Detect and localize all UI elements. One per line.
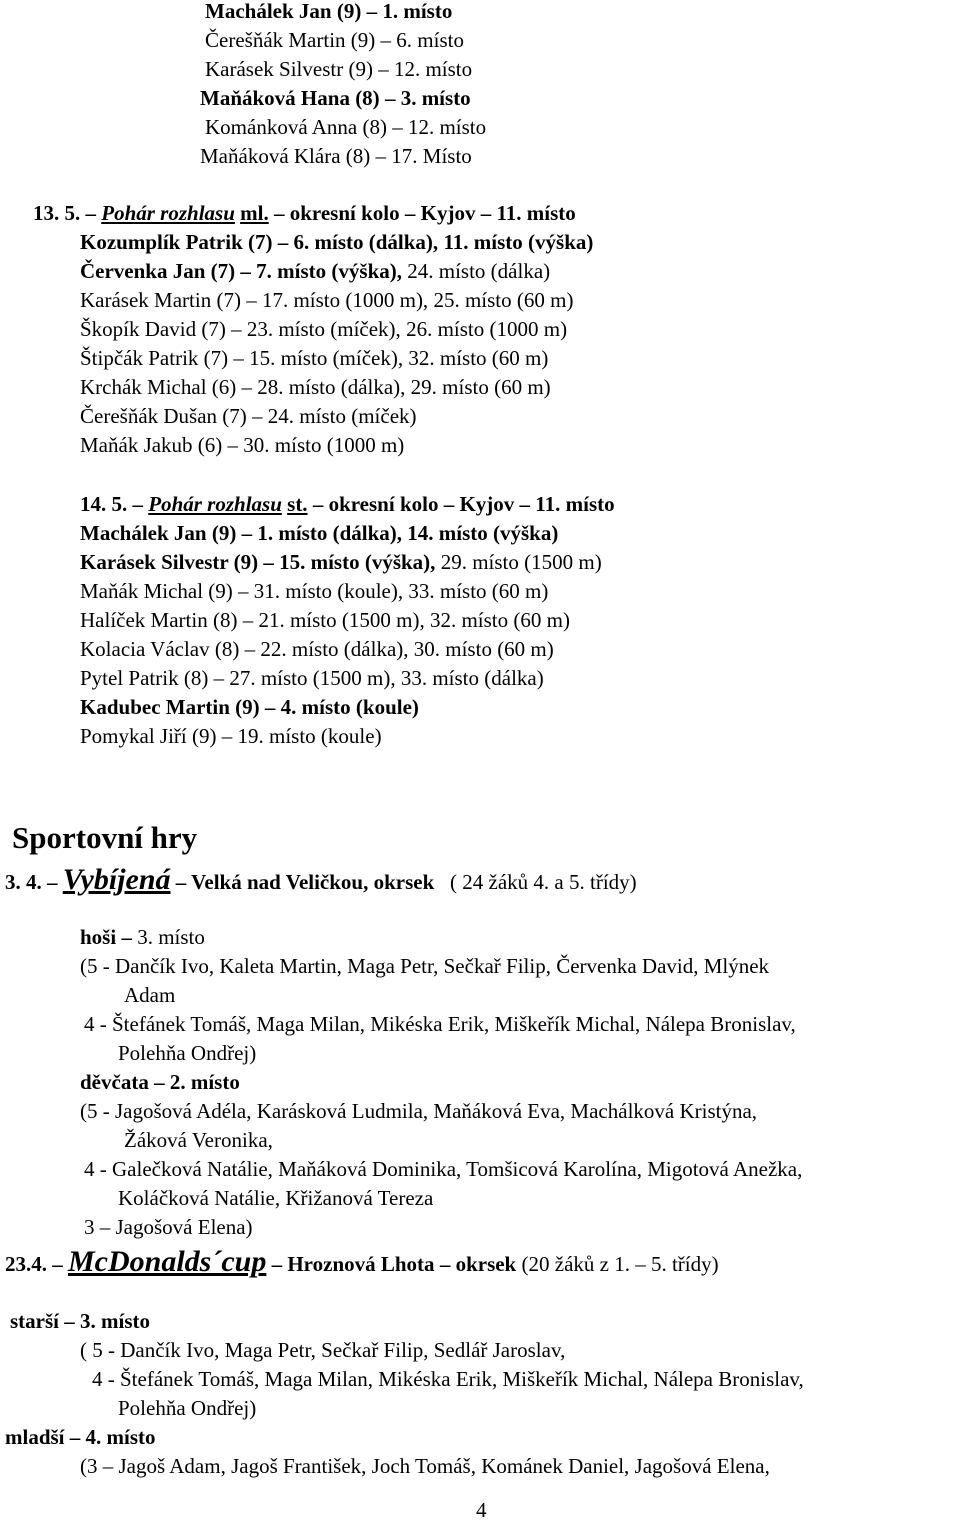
entry-line: Maňák Jakub (6) – 30. místo (1000 m) [80, 433, 405, 457]
roster-line: Adam [124, 983, 176, 1007]
roster-line: (5 - Dančík Ivo, Kaleta Martin, Maga Petr, Sečkař Filip, Červenka David, Mlýnek [80, 954, 770, 978]
event-title: Vybíjená [62, 863, 171, 896]
entry-line: Karásek Silvestr (9) – 15. místo (výška), 29. místo (1500 m) [80, 550, 602, 574]
roster-line: (5 - Jagošová Adéla, Karásková Ludmila, Maňáková Eva, Machálková Kristýna, [80, 1099, 758, 1123]
roster-line: Polehňa Ondřej) [118, 1041, 257, 1065]
entry-line: Karásek Martin (7) – 17. místo (1000 m), 25. místo (60 m) [80, 288, 574, 312]
event-header: 13. 5. – Pohár rozhlasu ml. – okresní kolo – Kyjov – 11. místo [33, 201, 576, 225]
entry-line: Štipčák Patrik (7) – 15. místo (míček), 32. místo (60 m) [80, 346, 549, 370]
team-result: hoši – 3. místo [80, 925, 205, 949]
result-line: Maňáková Klára (8) – 17. Místo [200, 144, 472, 168]
result-line: Maňáková Hana (8) – 3. místo [200, 86, 471, 110]
roster-line: Polehňa Ondřej) [118, 1396, 257, 1420]
roster-line: Žáková Veronika, [124, 1128, 273, 1152]
roster-line: Koláčková Natálie, Křižanová Tereza [118, 1186, 434, 1210]
entry-line: Machálek Jan (9) – 1. místo (dálka), 14. místo (výška) [80, 521, 559, 545]
entry-line: Pomykal Jiří (9) – 19. místo (koule) [80, 724, 382, 748]
entry-line: Pytel Patrik (8) – 27. místo (1500 m), 33. místo (dálka) [80, 666, 544, 690]
section-heading: Sportovní hry [12, 820, 198, 855]
entry-line: Krchák Michal (6) – 28. místo (dálka), 29. místo (60 m) [80, 375, 551, 399]
event-title: Pohár rozhlasu [148, 492, 282, 516]
result-line: Karásek Silvestr (9) – 12. místo [205, 57, 473, 81]
event-header: 23.4. – McDonalds´cup – Hroznová Lhota – okrsek (20 žáků z 1. – 5. třídy) [5, 1245, 719, 1278]
event-header: 3. 4. – Vybíjená – Velká nad Veličkou, okrsek ( 24 žáků 4. a 5. třídy) [5, 863, 637, 896]
result-line: Čerešňák Martin (9) – 6. místo [205, 28, 464, 52]
roster-line: 4 - Štefánek Tomáš, Maga Milan, Mikéska Erik, Miškeřík Michal, Nálepa Bronislav, [92, 1367, 804, 1391]
entry-line: Kadubec Martin (9) – 4. místo (koule) [80, 695, 419, 719]
roster-line: ( 5 - Dančík Ivo, Maga Petr, Sečkař Filip, Sedlář Jaroslav, [80, 1338, 566, 1362]
roster-line: (3 – Jagoš Adam, Jagoš František, Joch Tomáš, Kománek Daniel, Jagošová Elena, [80, 1454, 770, 1478]
entry-line: Škopík David (7) – 23. místo (míček), 26. místo (1000 m) [80, 317, 568, 341]
team-result: mladší – 4. místo [5, 1425, 156, 1449]
entry-line: Červenka Jan (7) – 7. místo (výška), 24. místo (dálka) [80, 259, 551, 283]
event-title: McDonalds´cup [68, 1245, 267, 1278]
event-header: 14. 5. – Pohár rozhlasu st. – okresní kolo – Kyjov – 11. místo [80, 492, 615, 516]
entry-line: Halíček Martin (8) – 21. místo (1500 m), 32. místo (60 m) [80, 608, 570, 632]
roster-line: 3 – Jagošová Elena) [84, 1215, 253, 1239]
result-line: Kománková Anna (8) – 12. místo [205, 115, 487, 139]
entry-line: Maňák Michal (9) – 31. místo (koule), 33. místo (60 m) [80, 579, 549, 603]
roster-line: 4 - Štefánek Tomáš, Maga Milan, Mikéska Erik, Miškeřík Michal, Nálepa Bronislav, [84, 1012, 796, 1036]
team-result: starší – 3. místo [10, 1309, 150, 1333]
entry-line: Kolacia Václav (8) – 22. místo (dálka), 30. místo (60 m) [80, 637, 554, 661]
event-title: Pohár rozhlasu [101, 201, 235, 225]
entry-line: Kozumplík Patrik (7) – 6. místo (dálka), 11. místo (výška) [80, 230, 594, 254]
team-result: děvčata – 2. místo [80, 1070, 240, 1094]
page-number: 4 [476, 1498, 487, 1522]
entry-line: Čerešňák Dušan (7) – 24. místo (míček) [80, 404, 417, 428]
roster-line: 4 - Galečková Natálie, Maňáková Dominika, Tomšicová Karolína, Migotová Anežka, [84, 1157, 803, 1181]
result-line: Machálek Jan (9) – 1. místo [205, 0, 453, 23]
